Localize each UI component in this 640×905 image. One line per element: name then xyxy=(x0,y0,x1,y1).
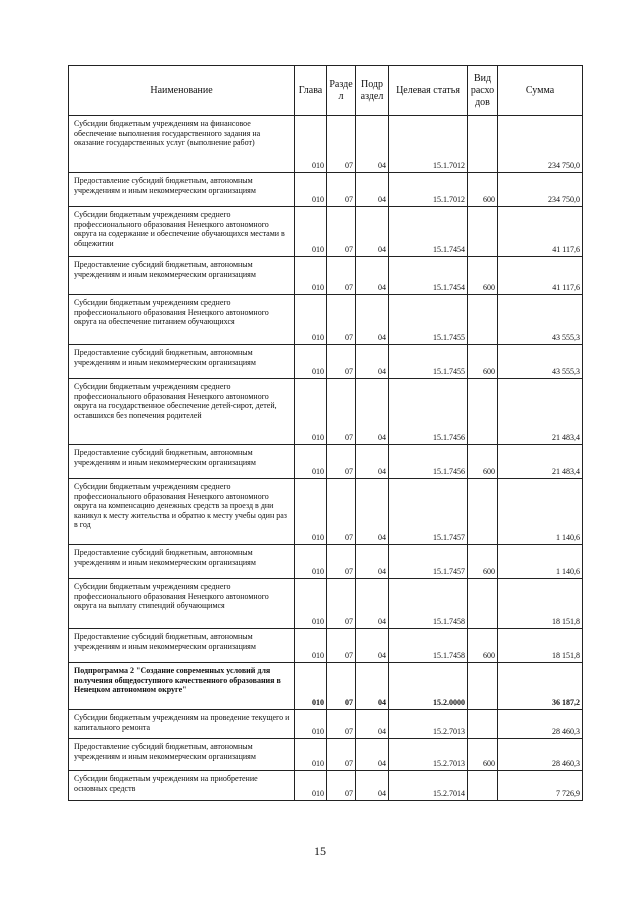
cell-chapter: 010 xyxy=(295,545,327,579)
table-row xyxy=(69,629,583,663)
cell-chapter: 010 xyxy=(295,295,327,345)
cell-subsection: 04 xyxy=(356,173,389,207)
cell-target: 15.1.7457 xyxy=(389,545,468,579)
cell-target: 15.1.7012 xyxy=(389,173,468,207)
cell-type xyxy=(468,479,498,545)
cell-type: 600 xyxy=(468,445,498,479)
cell-sum: 21 483,4 xyxy=(498,379,583,445)
cell-name: Субсидии бюджетным учреждениям среднего профессионального образования Ненецкого автономного округа на государственное обеспечение детей-сирот, детей, оставшихся без попечения родителей xyxy=(69,379,295,445)
cell-subsection: 04 xyxy=(356,479,389,545)
cell-type xyxy=(468,710,498,739)
cell-name: Предоставление субсидий бюджетным, автономным учреждениям и иным некоммерческим организациям xyxy=(69,173,295,207)
table-row xyxy=(69,663,583,710)
cell-subsection: 04 xyxy=(356,710,389,739)
cell-sum: 234 750,0 xyxy=(498,173,583,207)
cell-sum: 7 726,9 xyxy=(498,771,583,801)
cell-chapter: 010 xyxy=(295,629,327,663)
cell-section: 07 xyxy=(327,345,356,379)
cell-name: Предоставление субсидий бюджетным, автономным учреждениям и иным некоммерческим организациям xyxy=(69,345,295,379)
cell-target: 15.1.7454 xyxy=(389,257,468,295)
cell-name: Предоставление субсидий бюджетным, автономным учреждениям и иным некоммерческим организациям xyxy=(69,545,295,579)
cell-chapter: 010 xyxy=(295,345,327,379)
cell-name: Субсидии бюджетным учреждениям на приобретение основных средств xyxy=(69,771,295,801)
cell-subsection: 04 xyxy=(356,739,389,771)
cell-subsection: 04 xyxy=(356,345,389,379)
table-row xyxy=(69,116,583,173)
cell-subsection: 04 xyxy=(356,629,389,663)
table-row xyxy=(69,710,583,739)
cell-name: Предоставление субсидий бюджетным, автономным учреждениям и иным некоммерческим организациям xyxy=(69,739,295,771)
budget-table xyxy=(68,65,583,801)
cell-section: 07 xyxy=(327,663,356,710)
cell-sum: 28 460,3 xyxy=(498,739,583,771)
cell-target: 15.1.7455 xyxy=(389,345,468,379)
cell-chapter: 010 xyxy=(295,710,327,739)
header-chapter: Глава xyxy=(295,66,327,116)
cell-sum: 43 555,3 xyxy=(498,345,583,379)
cell-target: 15.1.7454 xyxy=(389,207,468,257)
cell-type: 600 xyxy=(468,257,498,295)
cell-name: Субсидии бюджетным учреждениям среднего профессионального образования Ненецкого автономного округа на обеспечение питанием обучающихся xyxy=(69,295,295,345)
cell-chapter: 010 xyxy=(295,445,327,479)
cell-subsection: 04 xyxy=(356,257,389,295)
cell-subsection: 04 xyxy=(356,116,389,173)
table-row xyxy=(69,345,583,379)
cell-section: 07 xyxy=(327,629,356,663)
cell-type: 600 xyxy=(468,629,498,663)
cell-sum: 36 187,2 xyxy=(498,663,583,710)
header-sum: Сумма xyxy=(498,66,583,116)
cell-section: 07 xyxy=(327,445,356,479)
cell-type xyxy=(468,295,498,345)
table-row xyxy=(69,445,583,479)
cell-type: 600 xyxy=(468,739,498,771)
cell-type: 600 xyxy=(468,545,498,579)
header-name: Наименование xyxy=(69,66,295,116)
cell-sum: 21 483,4 xyxy=(498,445,583,479)
cell-type: 600 xyxy=(468,173,498,207)
cell-chapter: 010 xyxy=(295,579,327,629)
cell-chapter: 010 xyxy=(295,173,327,207)
cell-target: 15.1.7456 xyxy=(389,379,468,445)
cell-section: 07 xyxy=(327,173,356,207)
cell-subsection: 04 xyxy=(356,663,389,710)
cell-name: Субсидии бюджетным учреждениям среднего профессионального образования Ненецкого автономного округа на выплату стипендий обучающимся xyxy=(69,579,295,629)
cell-section: 07 xyxy=(327,545,356,579)
cell-sum: 28 460,3 xyxy=(498,710,583,739)
cell-section: 07 xyxy=(327,116,356,173)
table-row xyxy=(69,545,583,579)
cell-sum: 1 140,6 xyxy=(498,545,583,579)
cell-subsection: 04 xyxy=(356,579,389,629)
cell-sum: 234 750,0 xyxy=(498,116,583,173)
cell-section: 07 xyxy=(327,295,356,345)
cell-chapter: 010 xyxy=(295,739,327,771)
table-row xyxy=(69,579,583,629)
cell-target: 15.1.7456 xyxy=(389,445,468,479)
cell-name: Предоставление субсидий бюджетным, автономным учреждениям и иным некоммерческим организациям xyxy=(69,445,295,479)
header-row xyxy=(69,66,583,116)
cell-sum: 43 555,3 xyxy=(498,295,583,345)
cell-name: Подпрограмма 2 "Создание современных условий для получения общедоступного качественного образования в Ненецком автономном округе" xyxy=(69,663,295,710)
cell-type xyxy=(468,579,498,629)
cell-name: Субсидии бюджетным учреждениям на финансовое обеспечение выполнения государственного задания на оказание государственных услуг (выполнение работ) xyxy=(69,116,295,173)
cell-target: 15.2.7013 xyxy=(389,739,468,771)
cell-subsection: 04 xyxy=(356,445,389,479)
page-number: 15 xyxy=(314,844,326,858)
cell-chapter: 010 xyxy=(295,479,327,545)
table-row xyxy=(69,295,583,345)
cell-type xyxy=(468,379,498,445)
cell-target: 15.2.7014 xyxy=(389,771,468,801)
cell-sum: 1 140,6 xyxy=(498,479,583,545)
cell-chapter: 010 xyxy=(295,116,327,173)
cell-chapter: 010 xyxy=(295,257,327,295)
cell-name: Предоставление субсидий бюджетным, автономным учреждениям и иным некоммерческим организациям xyxy=(69,629,295,663)
cell-type: 600 xyxy=(468,345,498,379)
cell-type xyxy=(468,116,498,173)
cell-section: 07 xyxy=(327,579,356,629)
cell-section: 07 xyxy=(327,479,356,545)
cell-target: 15.2.0000 xyxy=(389,663,468,710)
cell-target: 15.1.7457 xyxy=(389,479,468,545)
cell-subsection: 04 xyxy=(356,771,389,801)
cell-sum: 41 117,6 xyxy=(498,207,583,257)
cell-sum: 18 151,8 xyxy=(498,629,583,663)
cell-name: Субсидии бюджетным учреждениям на проведение текущего и капитального ремонта xyxy=(69,710,295,739)
table-row xyxy=(69,379,583,445)
cell-section: 07 xyxy=(327,379,356,445)
cell-name: Субсидии бюджетным учреждениям среднего профессионального образования Ненецкого автономного округа на компенсацию денежных средств за проезд в дни каникул к месту жительства и обратно к месту учебы один раз в год xyxy=(69,479,295,545)
cell-target: 15.1.7012 xyxy=(389,116,468,173)
cell-subsection: 04 xyxy=(356,207,389,257)
cell-section: 07 xyxy=(327,739,356,771)
cell-subsection: 04 xyxy=(356,379,389,445)
cell-name: Субсидии бюджетным учреждениям среднего профессионального образования Ненецкого автономного округа на содержание и обеспечение обучающихся местами в общежитии xyxy=(69,207,295,257)
cell-subsection: 04 xyxy=(356,545,389,579)
cell-chapter: 010 xyxy=(295,207,327,257)
table-row xyxy=(69,739,583,771)
table-row xyxy=(69,771,583,801)
cell-chapter: 010 xyxy=(295,663,327,710)
cell-section: 07 xyxy=(327,710,356,739)
cell-type xyxy=(468,207,498,257)
cell-sum: 41 117,6 xyxy=(498,257,583,295)
cell-target: 15.1.7455 xyxy=(389,295,468,345)
table-row xyxy=(69,207,583,257)
header-target: Целевая статья xyxy=(389,66,468,116)
cell-chapter: 010 xyxy=(295,771,327,801)
table-row xyxy=(69,479,583,545)
cell-section: 07 xyxy=(327,771,356,801)
table-row xyxy=(69,173,583,207)
cell-type xyxy=(468,771,498,801)
table-row xyxy=(69,257,583,295)
cell-section: 07 xyxy=(327,207,356,257)
cell-chapter: 010 xyxy=(295,379,327,445)
cell-target: 15.1.7458 xyxy=(389,579,468,629)
table-body xyxy=(69,116,583,801)
cell-sum: 18 151,8 xyxy=(498,579,583,629)
header-section: Разде л xyxy=(327,66,356,116)
cell-type xyxy=(468,663,498,710)
header-subsection: Подр аздел xyxy=(356,66,389,116)
cell-subsection: 04 xyxy=(356,295,389,345)
header-type: Вид расхо дов xyxy=(468,66,498,116)
cell-target: 15.1.7458 xyxy=(389,629,468,663)
cell-name: Предоставление субсидий бюджетным, автономным учреждениям и иным некоммерческим организациям xyxy=(69,257,295,295)
cell-section: 07 xyxy=(327,257,356,295)
cell-target: 15.2.7013 xyxy=(389,710,468,739)
